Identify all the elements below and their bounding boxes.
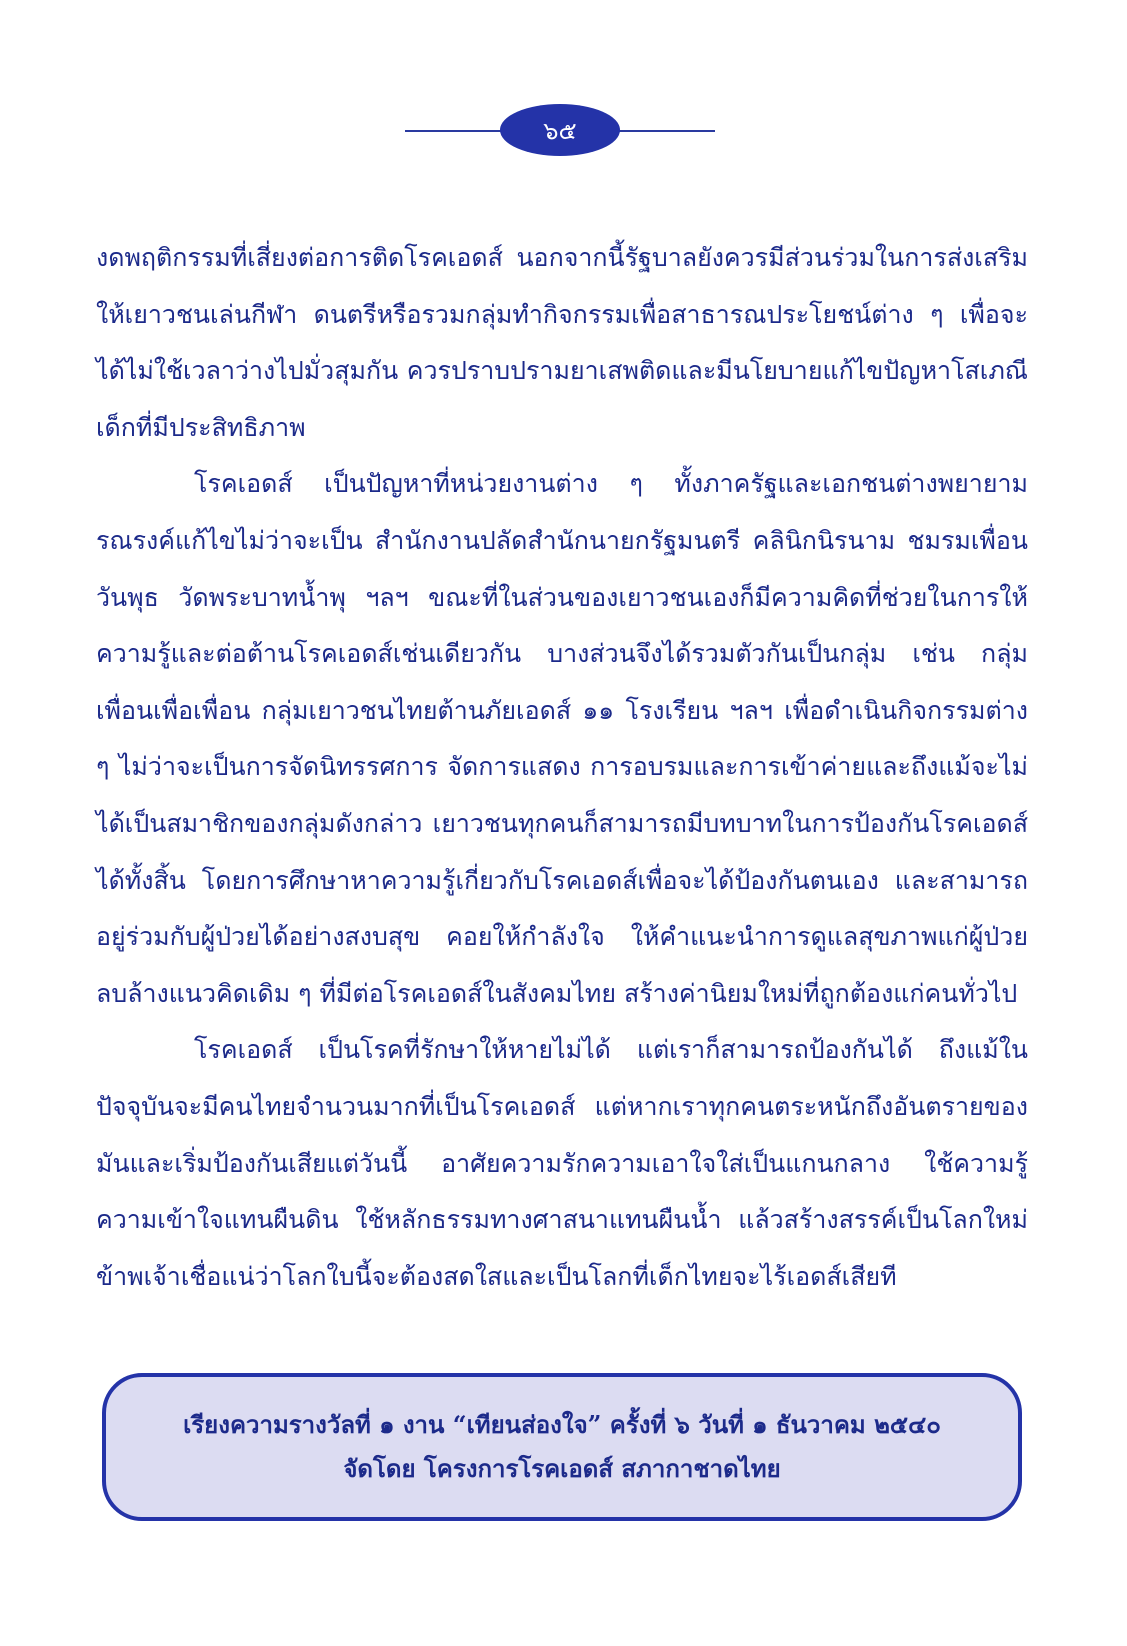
page-number: ๖๕ xyxy=(500,104,620,156)
award-caption-line-1: เรียงความรางวัลที่ ๑ งาน “เทียนส่องใจ” ครั้งที่ ๖ วันที่ ๑ ธันวาคม ๒๕๔๐ xyxy=(183,1410,941,1439)
paragraph-1: งดพฤติกรรมที่เสี่ยงต่อการติดโรคเอดส์ นอกจากนี้รัฐบาลยังควรมีส่วนร่วมในการส่งเสริมให้เยาวชนเล่นกีฬา ดนตรีหรือรวมกลุ่มทำกิจกรรมเพื่อสาธารณประโยชน์ต่าง ๆ เพื่อจะได้ไม่ใช้เวลาว่างไปมั่วสุมกัน ควรปราบปรามยาเสพติดและมีนโยบายแก้ไขปัญหาโสเภณีเด็กที่มีประสิทธิภาพ xyxy=(96,243,1028,442)
paragraph-2: โรคเอดส์ เป็นปัญหาที่หน่วยงานต่าง ๆ ทั้งภาครัฐและเอกชนต่างพยายามรณรงค์แก้ไขไม่ว่าจะเป็น สำนักงานปลัดสำนักนายกรัฐมนตรี คลินิกนิรนาม ชมรมเพื่อนวันพุธ วัดพระบาทน้ำพุ ฯลฯ ขณะที่ในส่วนของเยาวชนเองก็มีความคิดที่ช่วยในการให้ความรู้และต่อต้านโรคเอดส์เช่นเดียวกัน บางส่วนจึงได้รวมตัวกันเป็นกลุ่ม เช่น กลุ่มเพื่อนเพื่อเพื่อน กลุ่มเยาวชนไทยต้านภัยเอดส์ ๑๑ โรงเรียน ฯลฯ เพื่อดำเนินกิจกรรมต่าง ๆ ไม่ว่าจะเป็นการจัดนิทรรศการ จัดการแสดง การอบรมและการเข้าค่ายและถึงแม้จะไม่ได้เป็นสมาชิกของกลุ่มดังกล่าว เยาวชนทุกคนก็สามารถมีบทบาทในการป้องกันโรคเอดส์ได้ทั้งสิ้น โดยการศึกษาหาความรู้เกี่ยวกับโรคเอดส์เพื่อจะได้ป้องกันตนเอง และสามารถอยู่ร่วมกับผู้ป่วยได้อย่างสงบสุข คอยให้กำลังใจ ให้คำแนะนำการดูแลสุขภาพแก่ผู้ป่วย ลบล้างแนวคิดเดิม ๆ ที่มีต่อโรคเอดส์ในสังคมไทย สร้างค่านิยมใหม่ที่ถูกต้องแก่คนทั่วไป xyxy=(96,469,1028,1008)
award-caption-line-2: จัดโดย โครงการโรคเอดส์ สภากาชาดไทย xyxy=(343,1454,781,1483)
essay-body xyxy=(96,230,1028,1305)
paragraph-3: โรคเอดส์ เป็นโรคที่รักษาให้หายไม่ได้ แต่เราก็สามารถป้องกันได้ ถึงแม้ในปัจจุบันจะมีคนไทยจำนวนมากที่เป็นโรคเอดส์ แต่หากเราทุกคนตระหนักถึงอันตรายของมันและเริ่มป้องกันเสียแต่วันนี้ อาศัยความรักความเอาใจใส่เป็นแกนกลาง ใช้ความรู้ความเข้าใจแทนผืนดิน ใช้หลักธรรมทางศาสนาแทนผืนน้ำ แล้วสร้างสรรค์เป็นโลกใหม่ ข้าพเจ้าเชื่อแน่ว่าโลกใบนี้จะต้องสดใสและเป็นโลกที่เด็กไทยจะไร้เอดส์เสียที xyxy=(96,1035,1028,1291)
award-caption-box xyxy=(102,1373,1022,1521)
page-number-header xyxy=(405,104,715,156)
